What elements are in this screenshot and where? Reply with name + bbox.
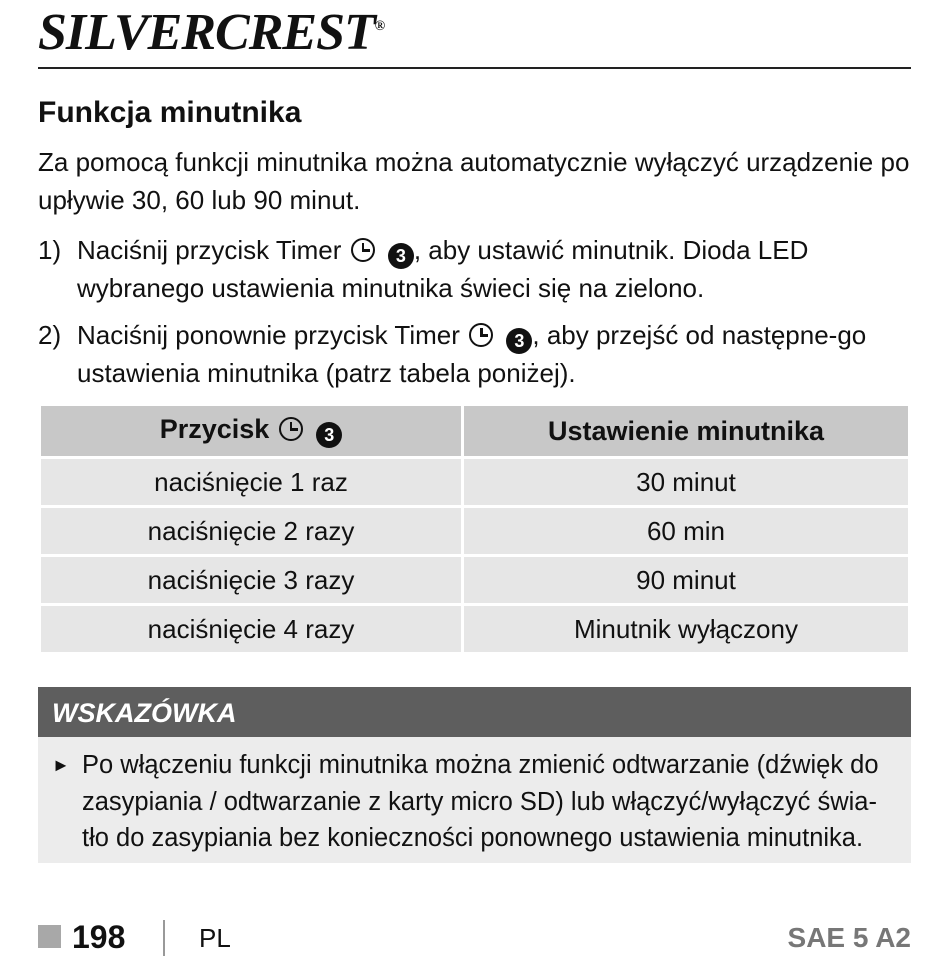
section-title: Funkcja minutnika xyxy=(38,96,302,129)
bullet-arrow-icon: ► xyxy=(52,755,70,775)
step-number: 1) xyxy=(38,235,62,265)
table-row xyxy=(40,605,910,654)
clock-icon xyxy=(469,323,493,347)
timer-settings-table xyxy=(38,403,911,655)
model-number: SAE 5 A2 xyxy=(787,922,911,953)
press-count-cell: naciśnięcie 4 razy xyxy=(40,605,463,654)
setting-cell: 90 minut xyxy=(463,556,910,605)
language-code: PL xyxy=(199,923,231,953)
press-count-cell: naciśnięcie 3 razy xyxy=(40,556,463,605)
table-header-setting: Ustawienie minutnika xyxy=(463,405,910,458)
step-text-before: Naciśnij przycisk Timer xyxy=(77,235,342,265)
setting-cell: 60 min xyxy=(463,507,910,556)
table-row xyxy=(40,507,910,556)
press-count-cell: naciśnięcie 2 razy xyxy=(40,507,463,556)
brand-logo xyxy=(38,2,384,64)
number-3-badge: 3 xyxy=(506,328,532,354)
clock-icon xyxy=(279,417,303,441)
number-3-badge: 3 xyxy=(316,422,342,448)
header-button-label: Przycisk xyxy=(159,414,270,444)
header-rule xyxy=(38,67,911,69)
note-title: WSKAZÓWKA xyxy=(38,687,911,737)
number-3-badge: 3 xyxy=(388,243,414,269)
step-text-before: Naciśnij ponownie przycisk Timer xyxy=(77,320,460,350)
press-count-cell: naciśnięcie 1 raz xyxy=(40,458,463,507)
step-text xyxy=(77,231,917,307)
table-row xyxy=(40,556,910,605)
setting-cell: Minutnik wyłączony xyxy=(463,605,910,654)
step-text-after: , aby ustawić minutnik. Dioda LED wybranego ustawienia minutnika świeci się na zielono. xyxy=(77,235,809,303)
registered-mark: ® xyxy=(374,19,385,34)
clock-icon xyxy=(351,238,375,262)
page-footer xyxy=(38,918,911,958)
table-header-button xyxy=(40,405,463,458)
page-number: 198 xyxy=(72,919,126,955)
step-number: 2) xyxy=(38,320,62,350)
footer-square-icon xyxy=(38,925,61,948)
note-box xyxy=(38,737,911,863)
table-header-row xyxy=(40,405,910,458)
note-text: Po włączeniu funkcji minutnika można zmienić odtwarzanie (dźwięk do zasypiania / odtwarzanie z karty micro SD) lub włączyć/wyłączyć świa-tło do zasypiania bez konieczności ponownego ustawienia minutnika. xyxy=(82,751,879,852)
brand-wordmark: SILVERCREST xyxy=(38,4,375,61)
intro-paragraph: Za pomocą funkcji minutnika można automatycznie wyłączyć urządzenie po upływie 30, 60 lub 90 minut. xyxy=(38,147,910,215)
setting-cell: 30 minut xyxy=(463,458,910,507)
step-text xyxy=(77,316,917,392)
step-text-after: , aby przejść od następne-go ustawienia minutnika (patrz tabela poniżej). xyxy=(77,320,867,388)
table-row xyxy=(40,458,910,507)
footer-divider xyxy=(163,920,165,956)
